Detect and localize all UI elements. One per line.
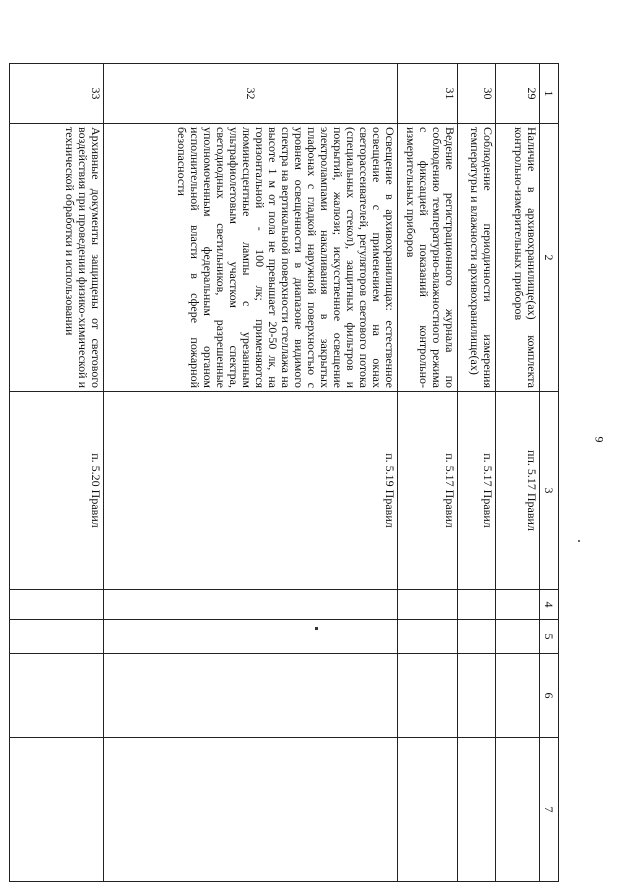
answer-cell-5 — [10, 620, 104, 654]
answer-cell-4 — [496, 590, 540, 620]
rotated-table-container — [13, 63, 559, 881]
answer-cell-7 — [496, 738, 540, 882]
answer-cell-6 — [10, 654, 104, 738]
header-cell-6: 6 — [540, 654, 559, 738]
legal-reference: п. 5.17 Правил — [458, 392, 496, 590]
answer-cell-4 — [10, 590, 104, 620]
table-row — [104, 64, 398, 882]
answer-cell-4 — [458, 590, 496, 620]
answer-cell-6 — [104, 654, 398, 738]
speck-mark — [578, 540, 580, 542]
answer-cell-6 — [496, 654, 540, 738]
header-cell-1: 1 — [540, 64, 559, 124]
header-cell-2: 2 — [540, 124, 559, 392]
checklist-table — [9, 63, 559, 882]
table-row — [458, 64, 496, 882]
row-number: 31 — [398, 64, 458, 124]
answer-cell-4 — [398, 590, 458, 620]
legal-reference: п. 5.17 Правил — [398, 392, 458, 590]
answer-cell-7 — [10, 738, 104, 882]
answer-cell-4 — [104, 590, 398, 620]
header-cell-3: 3 — [540, 392, 559, 590]
answer-cell-6 — [398, 654, 458, 738]
legal-reference: п. 5.20 Правил — [10, 392, 104, 590]
answer-cell-7 — [398, 738, 458, 882]
header-cell-5: 5 — [540, 620, 559, 654]
page-number: 9 — [592, 436, 607, 443]
answer-cell-5 — [104, 620, 398, 654]
requirement-text: Соблюдение периодичности измерения температуры и влажности архивохранилище(ах) — [458, 124, 496, 392]
row-number: 32 — [104, 64, 398, 124]
pen-mark — [315, 627, 318, 630]
row-number: 30 — [458, 64, 496, 124]
answer-cell-5 — [458, 620, 496, 654]
header-row — [540, 64, 559, 882]
table-row — [398, 64, 458, 882]
answer-cell-5 — [496, 620, 540, 654]
answer-cell-6 — [458, 654, 496, 738]
table-row — [10, 64, 104, 882]
row-number: 29 — [496, 64, 540, 124]
row-number: 33 — [10, 64, 104, 124]
requirement-text: Наличие в архивохранилище(ах) комплекта контрольно-измерительных приборов — [496, 124, 540, 392]
answer-cell-7 — [458, 738, 496, 882]
header-cell-7: 7 — [540, 738, 559, 882]
header-cell-4: 4 — [540, 590, 559, 620]
requirement-text: Ведение регистрационного журнала по соблюдению температурно-влажностного режима с фиксацией показаний контрольно-измерительных приборов — [398, 124, 458, 392]
answer-cell-5 — [398, 620, 458, 654]
answer-cell-7 — [104, 738, 398, 882]
table-row — [496, 64, 540, 882]
requirement-text: Освещение в архивохранилищах: естественное освещение с применением на окнах светорассеивателей, регуляторов светового потока (специальных стекол), защитных фильтров и покрытий, жалюзи; искусственное освещение электролампами накаливания в закрытых плафонах с гладкой наружной поверхностью с уровнем освещенности в диапазоне видимого спектра на вертикальной поверхности стеллажа на высоте 1 м от пола не превышает 20-50 лк, на горизонтальной - 100 лк; применяются люминесцентные лампы с урезанным ультрафиолетовым участком спектра, светодиодных светильников, разрешенные уполномоченным федеральным органом исполнительной власти в сфере пожарной безопасности — [104, 124, 398, 392]
legal-reference: п. 5.19 Правил — [104, 392, 398, 590]
legal-reference: пп. 5.17 Правил — [496, 392, 540, 590]
requirement-text: Архивные документы защищены от светового воздействия при проведении физико-химической и технической обработки и использовании — [10, 124, 104, 392]
